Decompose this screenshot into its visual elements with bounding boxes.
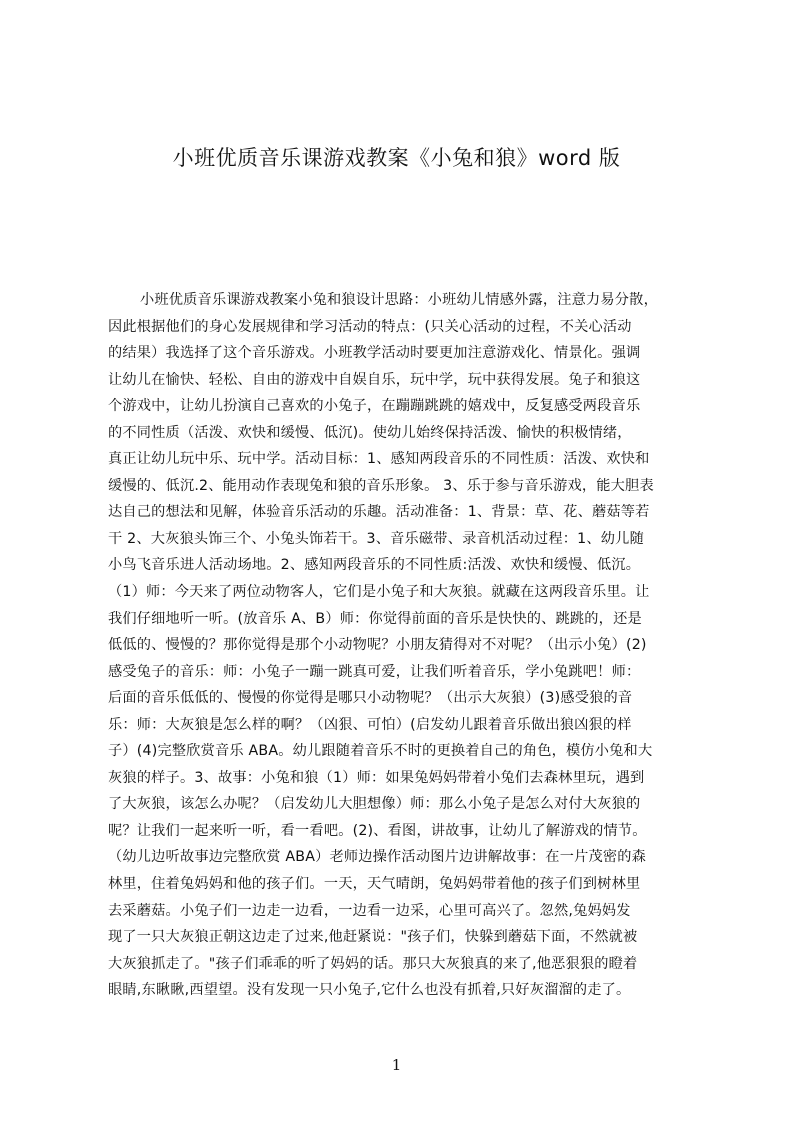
paragraph-line: 大灰狼抓走了。"孩子们乖乖的听了妈妈的话。那只大灰狼真的来了,他恶狠狠的瞪着 (108, 955, 638, 972)
paragraph-line: 乐：师：大灰狼是怎么样的啊？（凶狠、可怕）(启发幼儿跟着音乐做出狼凶狠的样 (108, 716, 632, 733)
paragraph-line: 达自己的想法和见解，体验音乐活动的乐趣。活动准备：1、背景：草、花、蘑菇等若 (108, 504, 650, 521)
paragraph-line: 了大灰狼，该怎么办呢？（启发幼儿大胆想像）师：那么小兔子是怎么对付大灰狼的 (108, 796, 641, 813)
page-number: 1 (391, 1056, 402, 1074)
paragraph-line: 的不同性质（活泼、欢快和缓慢、低沉)。使幼儿始终保持活泼、愉快的积极情绪， (108, 424, 632, 441)
paragraph-line: 低低的、慢慢的？那你觉得是那个小动物呢？小朋友猜得对不对呢？（出示小兔）(2) (108, 637, 647, 654)
page-title: 小班优质音乐课游戏教案《小兔和狼》word 版 (172, 146, 621, 170)
paragraph-line: 林里，住着兔妈妈和他的孩子们。一天，天气晴朗，兔妈妈带着他的孩子们到树林里 (108, 876, 641, 893)
paragraph-line: 干 2、大灰狼头饰三个、小兔头饰若干。3、音乐磁带、录音机活动过程：1、幼儿随 (108, 530, 644, 547)
paragraph-line: 子）(4)完整欣赏音乐 ABA。幼儿跟随着音乐不时的更换着自己的角色，模仿小兔和大 (108, 743, 653, 760)
paragraph-line: 感受兔子的音乐：师：小兔子一蹦一跳真可爱，让我们听着音乐，学小兔跳吧！师： (108, 663, 641, 680)
paragraph-line: 现了一只大灰狼正朝这边走了过来,他赶紧说："孩子们，快躲到蘑菇下面，不然就被 (108, 929, 638, 946)
paragraph-line: 我们仔细地听一听。(放音乐 A、B）师：你觉得前面的音乐是快快的、跳跳的，还是 (108, 610, 642, 627)
paragraph-line: 缓慢的、低沉.2、能用动作表现兔和狼的音乐形象。 3、乐于参与音乐游戏，能大胆表 (108, 477, 654, 494)
paragraph-line: 个游戏中，让幼儿扮演自己喜欢的小兔子，在蹦蹦跳跳的嬉戏中，反复感受两段音乐 (108, 398, 641, 415)
paragraph-line: （幼儿边听故事边完整欣赏 ABA）老师边操作活动图片边讲解故事：在一片茂密的森 (108, 849, 647, 866)
paragraph-line: 去采蘑菇。小兔子们一边走一边看，一边看一边采，心里可高兴了。忽然,兔妈妈发 (108, 902, 631, 919)
paragraph-line: 小鸟飞音乐进人活动场地。2、感知两段音乐的不同性质:活泼、欢快和缓慢、低沉。 (108, 557, 641, 574)
body-text (108, 287, 698, 1004)
paragraph-line: 小班优质音乐课游戏教案小兔和狼设计思路：小班幼儿情感外露，注意力易分散， (140, 292, 658, 308)
paragraph-line: 的结果）我选择了这个音乐游戏。小班教学活动时要更加注意游戏化、情景化。强调 (108, 345, 641, 362)
paragraph-line: 真正让幼儿玩中乐、玩中学。活动目标：1、感知两段音乐的不同性质：活泼、欢快和 (108, 451, 650, 468)
paragraph-line: 灰狼的样子。3、故事：小兔和狼（1）师：如果兔妈妈带着小兔们去森林里玩，遇到 (108, 769, 645, 786)
paragraph-line: 呢？让我们一起来听一听，看一看吧。(2)、看图，讲故事，让幼儿了解游戏的情节。 (108, 822, 647, 839)
paragraph-line: 后面的音乐低低的、慢慢的你觉得是哪只小动物呢？（出示大灰狼）(3)感受狼的音 (108, 690, 633, 707)
paragraph-line: 因此根据他们的身心发展规律和学习活动的特点：(只关心活动的过程，不关心活动 (108, 318, 632, 335)
paragraph-line: 让幼儿在愉快、轻松、自由的游戏中自娱自乐，玩中学，玩中获得发展。兔子和狼这 (108, 371, 641, 388)
paragraph-line: （1）师：今天来了两位动物客人，它们是小兔子和大灰狼。就藏在这两段音乐里。让 (108, 584, 650, 601)
paragraph-line: 眼睛,东瞅瞅,西望望。没有发现一只小兔子,它什么也没有抓着,只好灰溜溜的走了。 (108, 982, 631, 999)
